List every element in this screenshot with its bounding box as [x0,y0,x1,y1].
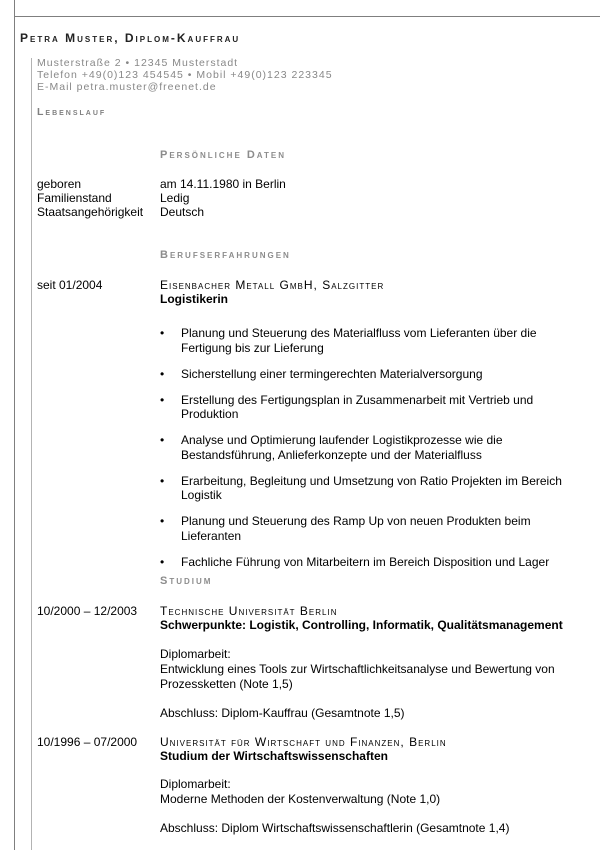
education-thesis-line: Entwicklung eines Tools zur Wirtschaftlichkeitsanalyse und Bewertung von [160,662,555,676]
contact-address: Musterstraße 2 • 12345 Musterstadt [37,57,239,69]
education-thesis-label: Diplomarbeit: [160,647,231,661]
education-school: Technische Universität Berlin [160,604,338,618]
experience-bullet: • Erarbeitung, Begleitung und Umsetzung von Ratio Projekten im Bereich Logistik [160,474,580,503]
experience-period: seit 01/2004 [37,278,103,292]
section-title-education: Studium [160,575,213,587]
education-degree: Abschluss: Diplom Wirtschaftswissenschaftlerin (Gesamtnote 1,4) [160,821,510,835]
header-top-rule [14,16,600,17]
experience-bullet: • Analyse und Optimierung laufender Logistikprozesse wie die Bestandsführung, Anlieferkonzepte und der Materialfluss [160,433,580,462]
experience-employer: Eisenbacher Metall GmbH, Salzgitter [160,278,385,292]
section-title-experience: Berufserfahrungen [160,249,291,261]
section-title-personal: Persönliche Daten [160,149,286,161]
personal-value-nationality: Deutsch [160,205,205,219]
contact-email: E-Mail petra.muster@freenet.de [37,81,217,93]
experience-bullet: • Erstellung des Fertigungsplan in Zusammenarbeit mit Vertrieb und Produktion [160,393,580,422]
education-period: 10/1996 – 07/2000 [37,735,138,749]
personal-label-marital: Familienstand [37,191,112,205]
document-title: Lebenslauf [37,106,107,118]
education-thesis-label: Diplomarbeit: [160,777,231,791]
personal-label-nationality: Staatsangehörigkeit [37,205,144,219]
personal-label-birth: geboren [37,177,82,191]
education-school: Universität für Wirtschaft und Finanzen, Berlin [160,735,447,749]
education-focus: Studium der Wirtschaftswissenschaften [160,749,388,763]
education-period: 10/2000 – 12/2003 [37,604,138,618]
personal-value-birth: am 14.11.1980 in Berlin [160,177,286,191]
personal-value-marital: Ledig [160,191,190,205]
content-left-rule [31,58,32,850]
experience-bullet-list [160,326,580,581]
contact-phones: Telefon +49(0)123 454545 • Mobil +49(0)123 223345 [37,69,333,81]
education-thesis-line: Prozessketten (Note 1,5) [160,677,293,691]
experience-bullet: • Fachliche Führung von Mitarbeitern im Bereich Disposition und Lager [160,555,580,570]
experience-role: Logistikerin [160,292,229,306]
experience-bullet: • Planung und Steuerung des Ramp Up von neuen Produkten beim Lieferanten [160,514,580,543]
education-degree: Abschluss: Diplom-Kauffrau (Gesamtnote 1,5) [160,706,405,720]
applicant-name: Petra Muster, Diplom-Kauffrau [20,31,241,45]
education-focus: Schwerpunkte: Logistik, Controlling, Informatik, Qualitätsmanagement [160,618,563,632]
page-left-rule [14,0,15,850]
experience-bullet: • Sicherstellung einer termingerechten Materialversorgung [160,367,580,382]
education-thesis-line: Moderne Methoden der Kostenverwaltung (Note 1,0) [160,792,441,806]
experience-bullet: • Planung und Steuerung des Materialfluss vom Lieferanten über die Fertigung bis zur Lieferung [160,326,580,355]
